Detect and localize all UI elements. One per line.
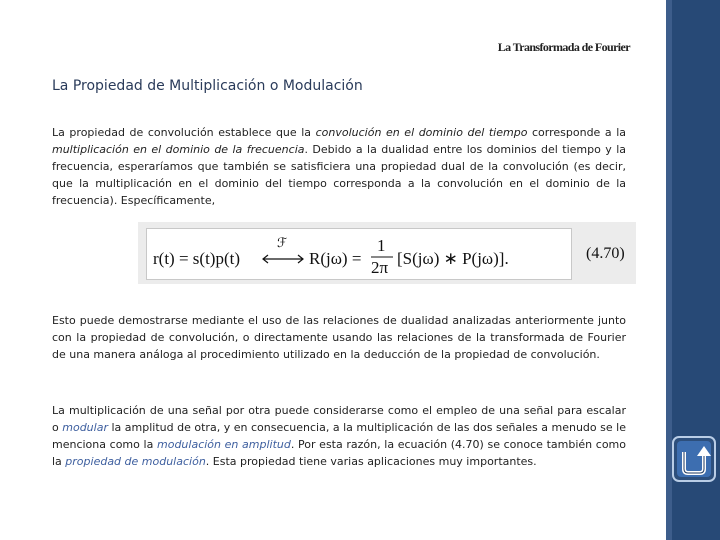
equation-box [146, 228, 572, 280]
fourier-operator: ℱ [277, 235, 288, 250]
paragraph-demonstration: Esto puede demostrarse mediante el uso de las relaciones de dualidad analizadas anteriormente junto con la propiedad de convolución, o directamente usando las relaciones de la transformada de Fourier de una manera análoga al procedimiento utilizado en la deducción de la propiedad de convolución. [52, 314, 626, 361]
equation-rhs-function: R(jω) = [309, 249, 362, 268]
term-modulation-property: propiedad de modulación [65, 455, 206, 468]
paragraph-convolution: La propiedad de convolución establece que la convolución en el dominio del tiempo corresponde a la multiplicación en el dominio de la frecuencia. Debido a la dualidad entre los dominios del tiempo y la frecuencia, esperaríamos que también se satisficiera una propiedad dual de la convolución (es decir, que la multiplicación en el dominio del tiempo corresponda a la convolución en el dominio de la frecuencia). Específicamente, [52, 126, 627, 207]
paragraph-modulation: La multiplicación de una señal por otra puede considerarse como el empleo de una señal para escalar o modular la amplitud de otra, y en consecuencia, a la multiplicación de las dos señales a menudo se le menciona como la modulación en amplitud. Por esta razón, la ecuación (4.70) se conoce también como la propiedad de modulación. Esta propiedad tiene varias aplicaciones muy importantes. [52, 404, 626, 468]
slide-title: La Propiedad de Multiplicación o Modulación [52, 78, 363, 94]
fraction-denominator: 2π [371, 258, 389, 277]
equation-rhs-expression: [S(jω) ∗ P(jω)]. [397, 249, 509, 268]
term-amplitude-modulation: modulación en amplitud [157, 438, 291, 451]
equation-lhs: r(t) = s(t)p(t) [153, 249, 241, 268]
equation-panel [138, 222, 636, 284]
fraction-numerator: 1 [377, 236, 386, 255]
slide-header: La Transformada de Fourier [497, 40, 630, 54]
emphasis-time-convolution: convolución en el dominio del tiempo [315, 126, 528, 139]
equation-number-graphic [586, 238, 646, 268]
emphasis-frequency-multiplication: multiplicación en el dominio de la frecuencia [52, 143, 305, 156]
return-button[interactable] [670, 434, 718, 484]
equation-graphic [147, 229, 571, 279]
double-arrow-icon [263, 255, 303, 263]
equation-number: (4.70) [586, 245, 625, 262]
return-arrow-icon [670, 434, 718, 484]
term-modular: modular [62, 421, 108, 434]
